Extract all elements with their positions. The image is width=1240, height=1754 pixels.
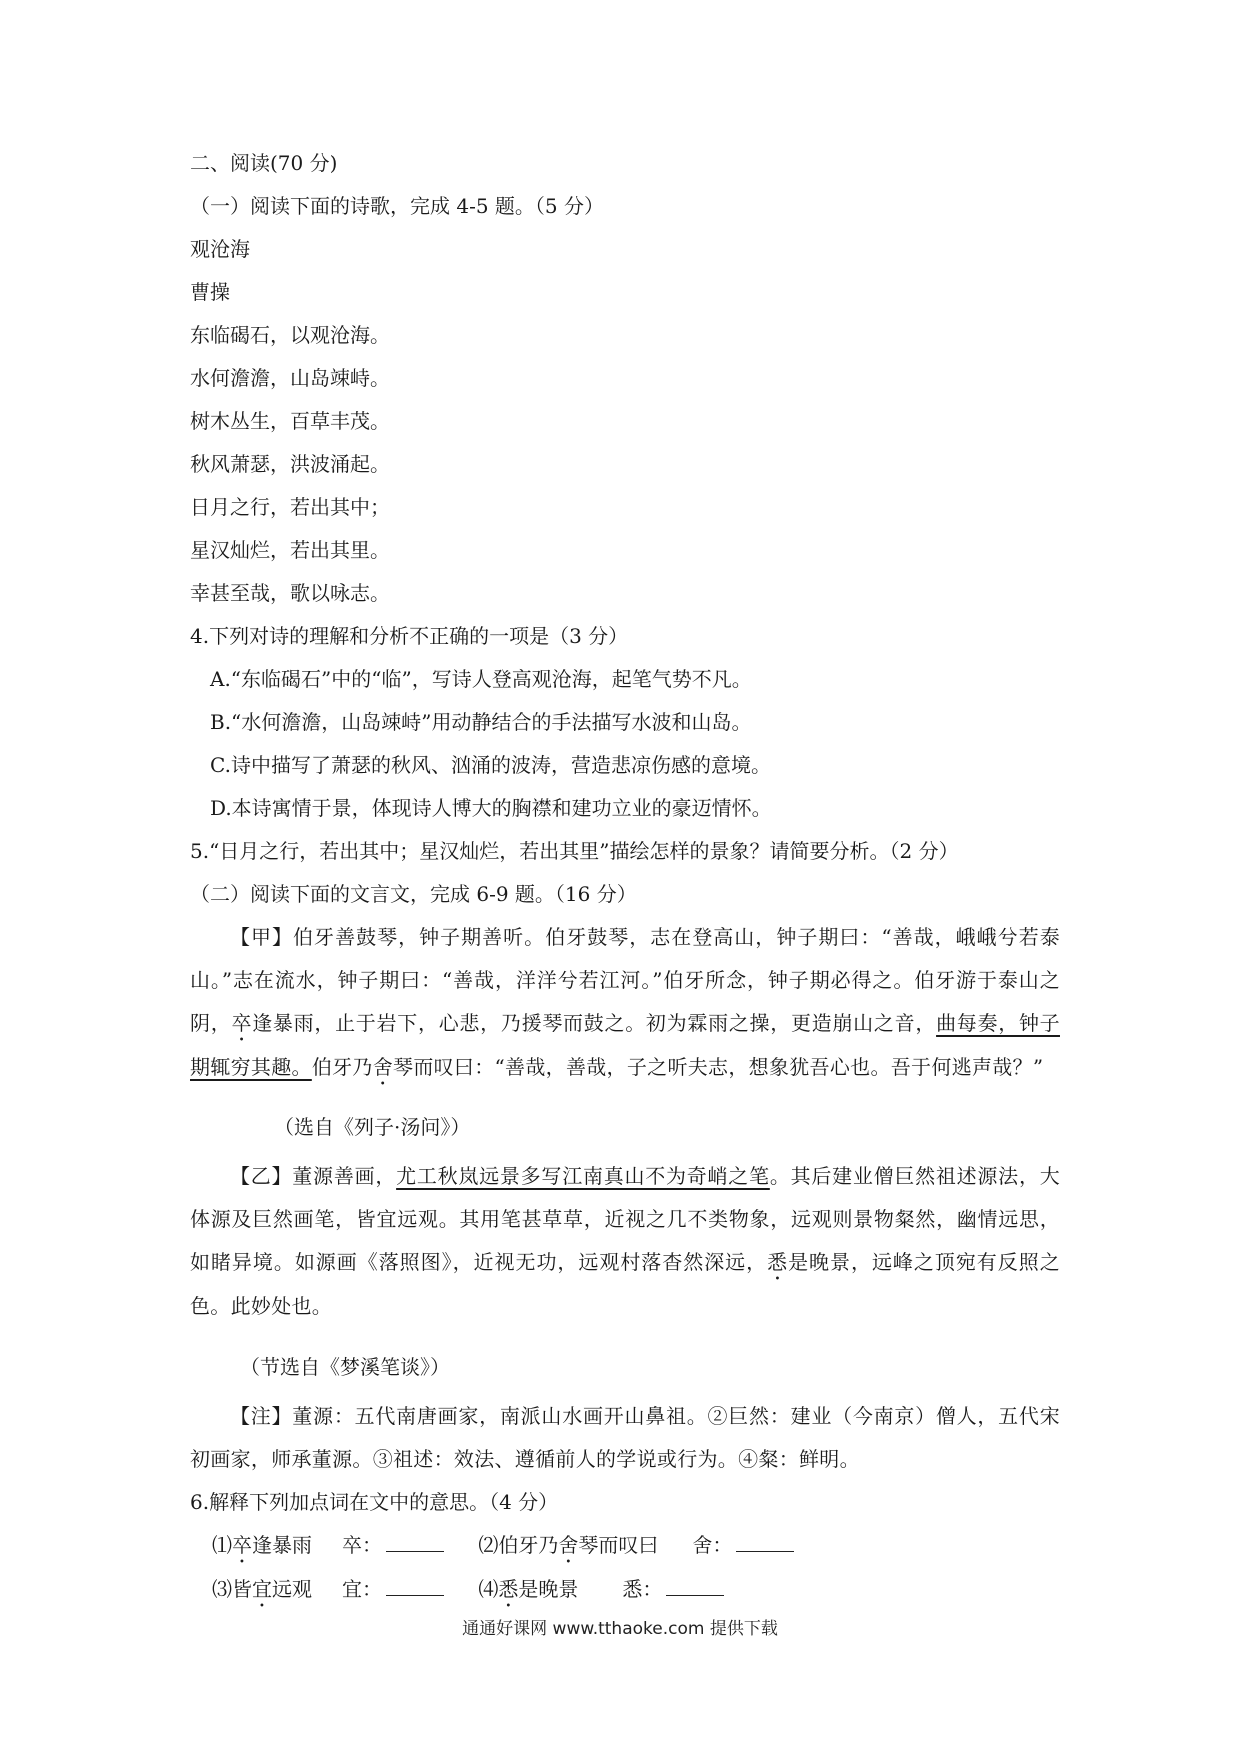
- question-6-item: [212, 1524, 472, 1568]
- poem-line: 日月之行，若出其中；: [190, 495, 390, 519]
- item-word: 悉：: [622, 1577, 663, 1601]
- dotted-word: 舍: [558, 1533, 579, 1557]
- poem-line: 东临碣石，以观沧海。: [190, 323, 390, 347]
- dotted-word: 卒: [231, 1011, 253, 1035]
- question-6-item: [478, 1568, 724, 1612]
- passage-text: 是晚景，远峰之顶宛有反照之色。此妙处也。: [190, 1250, 1060, 1318]
- note-text: 董源：五代南唐画家，南派山水画开山鼻祖。②巨然：建业（今南京）僧人，五代宋初画家，师承董源。③祖述：效法、遵循前人的学说或行为。④粲：鲜明。: [190, 1404, 1060, 1471]
- dotted-word: 悉: [498, 1577, 519, 1601]
- question-4-stem: 4.下列对诗的理解和分析不正确的一项是（3 分）: [190, 624, 629, 648]
- answer-blank[interactable]: [666, 1577, 724, 1596]
- question-6-row: [190, 1524, 1060, 1568]
- part2-heading: （二）阅读下面的文言文，完成 6-9 题。（16 分）: [190, 882, 637, 906]
- item-word: 卒：: [342, 1533, 382, 1557]
- poem-author: 曹操: [190, 280, 230, 304]
- annotation-note: [190, 1395, 1060, 1481]
- passage-text: 伯牙善鼓琴，钟子期善听。伯牙鼓琴，志在登高山，钟子期曰：“善哉，峨峨兮若泰山。”志在流水，钟子期曰：“善哉，洋洋兮若江河。”伯牙所念，钟子期必得之。伯牙游于泰山之阴，: [190, 925, 1061, 1035]
- passage-text: 琴而叹曰：“善哉，善哉，子之听夫志，想象犹吾心也。吾于何逃声哉？”: [393, 1055, 1044, 1079]
- passage-jia: [190, 916, 1060, 1090]
- poem-line: 秋风萧瑟，洪波涌起。: [190, 452, 390, 476]
- poem-line: 水何澹澹，山岛竦峙。: [190, 366, 390, 390]
- item-text: 逢暴雨: [252, 1533, 312, 1557]
- poem-line: 树木丛生，百草丰茂。: [190, 409, 390, 433]
- passage-text: 伯牙乃: [311, 1055, 373, 1079]
- section-title: 二、阅读(70 分): [190, 151, 338, 175]
- item-text: 是晚景: [518, 1577, 579, 1601]
- question-6-item: [212, 1568, 472, 1612]
- item-text: 琴而叹曰: [578, 1533, 659, 1557]
- question-4-option-c: C.诗中描写了萧瑟的秋风、汹涌的波涛，营造悲凉伤感的意境。: [210, 753, 771, 777]
- item-number: ⑵: [478, 1533, 499, 1557]
- item-text: 远观: [272, 1577, 312, 1601]
- passage-text: 董源善画，: [292, 1164, 397, 1188]
- question-5: 5.“日月之行，若出其中；星汉灿烂，若出其里”描绘怎样的景象？请简要分析。（2 分）: [190, 839, 959, 863]
- passage-yi-source: （节选自《梦溪笔谈》）: [240, 1355, 450, 1379]
- question-6-row: [190, 1568, 1060, 1612]
- page-footer: 通通好课网 www.tthaoke.com 提供下载: [462, 1619, 778, 1639]
- question-6-stem: 6.解释下列加点词在文中的意思。（4 分）: [190, 1490, 559, 1514]
- question-4-option-a: A.“东临碣石”中的“临”，写诗人登高观沧海，起笔气势不凡。: [210, 667, 752, 691]
- item-number: ⑶: [212, 1577, 232, 1601]
- dotted-word: 舍: [372, 1055, 394, 1079]
- part1-heading: （一）阅读下面的诗歌，完成 4-5 题。（5 分）: [190, 194, 605, 218]
- question-4-option-d: D.本诗寓情于景，体现诗人博大的胸襟和建功立业的豪迈情怀。: [210, 796, 772, 820]
- item-text: 伯牙乃: [498, 1533, 559, 1557]
- dotted-word: 卒: [232, 1533, 252, 1557]
- question-4-option-b: B.“水何澹澹，山岛竦峙”用动静结合的手法描写水波和山岛。: [210, 710, 752, 734]
- answer-blank[interactable]: [736, 1533, 794, 1552]
- item-number: ⑷: [478, 1577, 499, 1601]
- poem-body: [190, 314, 1060, 615]
- item-word: 宜：: [342, 1577, 382, 1601]
- underlined-sentence: 尤工秋岚远景多写江南真山不为奇峭之笔: [396, 1164, 770, 1188]
- answer-blank[interactable]: [386, 1577, 444, 1596]
- passage-jia-tag: 【甲】: [230, 925, 294, 949]
- passage-text: 。其后建业僧巨然祖述源法，大体源及巨然画笔，皆宜远观。其用笔甚草草，近视之几不类物象，远观则景物粲然，幽情远思，如睹异境。如源画《落照图》，近视无功，远观村落杳然深远，: [190, 1164, 1061, 1274]
- note-tag: 【注】: [230, 1404, 293, 1428]
- reading-section: [190, 142, 1060, 1612]
- dotted-word: 悉: [767, 1250, 789, 1274]
- poem-line: 幸甚至哉，歌以咏志。: [190, 581, 390, 605]
- poem-line: 星汉灿烂，若出其里。: [190, 538, 390, 562]
- poem-title: 观沧海: [190, 237, 250, 261]
- passage-yi-tag: 【乙】: [230, 1164, 293, 1188]
- underlined-sentence: 曲每奏，钟子期辄穷其趣。: [190, 1011, 1060, 1079]
- passage-text: 逢暴雨，止于岩下，心悲，乃援琴而鼓之。初为霖雨之操，更造崩山之音，: [252, 1011, 937, 1035]
- item-text: 皆: [232, 1577, 252, 1601]
- passage-yi: [190, 1155, 1060, 1328]
- answer-blank[interactable]: [386, 1533, 444, 1552]
- item-number: ⑴: [212, 1533, 232, 1557]
- dotted-word: 宜: [252, 1577, 272, 1601]
- item-word: 舍：: [692, 1533, 733, 1557]
- passage-jia-source: （选自《列子·汤问》）: [274, 1115, 471, 1139]
- question-6-item: [478, 1524, 794, 1568]
